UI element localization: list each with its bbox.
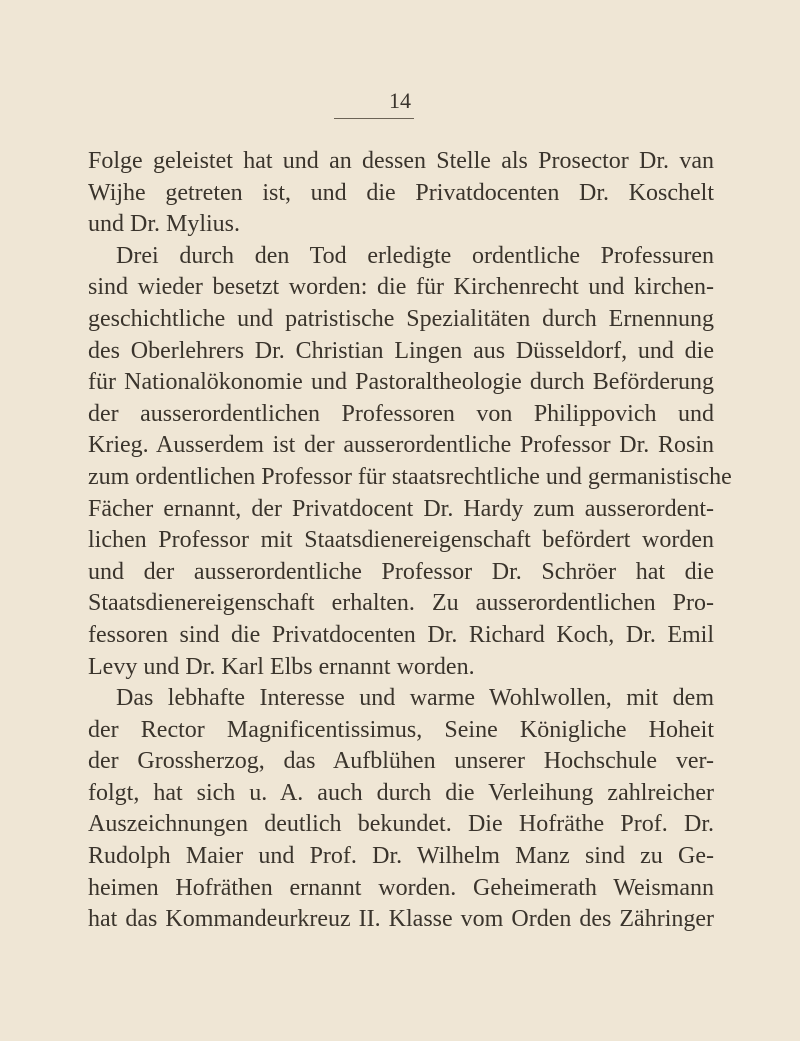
text-line: der Rector Magnificentissimus, Seine Königliche Hoheit	[88, 716, 714, 743]
text-line: der Grossherzog, das Aufblühen unserer Hochschule ver-	[88, 748, 714, 775]
text-line: geschichtliche und patristische Spezialitäten durch Ernennung	[88, 305, 714, 332]
body-text	[88, 146, 732, 936]
text-line: Rudolph Maier und Prof. Dr. Wilhelm Manz sind zu Ge-	[88, 843, 714, 870]
text-line: folgt, hat sich u. A. auch durch die Verleihung zahlreicher	[88, 779, 714, 806]
text-line: Auszeichnungen deutlich bekundet. Die Hofräthe Prof. Dr.	[88, 811, 714, 838]
text-line: Wijhe getreten ist, und die Privatdocenten Dr. Koschelt	[88, 179, 714, 206]
page-number-rule	[334, 118, 414, 119]
text-line: und Dr. Mylius.	[88, 211, 241, 238]
text-line: Staatsdienereigenschaft erhalten. Zu ausserordentlichen Pro-	[88, 590, 714, 617]
text-line: für Nationalökonomie und Pastoraltheologie durch Beförderung	[88, 369, 714, 396]
text-line: hat das Kommandeurkreuz II. Klasse vom Orden des Zähringer	[88, 906, 714, 933]
text-line: zum ordentlichen Professor für staatsrechtliche und germanistische	[88, 463, 732, 490]
text-line: Fächer ernannt, der Privatdocent Dr. Hardy zum ausserordent-	[88, 495, 714, 522]
text-line: Krieg. Ausserdem ist der ausserordentliche Professor Dr. Rosin	[88, 432, 714, 459]
text-line: der ausserordentlichen Professoren von Philippovich und	[88, 400, 714, 427]
text-line: Levy und Dr. Karl Elbs ernannt worden.	[88, 653, 475, 680]
text-line: Das lebhafte Interesse und warme Wohlwollen, mit dem	[116, 685, 714, 712]
text-line: Folge geleistet hat und an dessen Stelle als Prosector Dr. van	[88, 148, 714, 174]
paragraph-2	[88, 241, 732, 683]
paragraph-1	[88, 146, 714, 241]
text-line: und der ausserordentliche Professor Dr. Schröer hat die	[88, 558, 714, 585]
text-line: lichen Professor mit Staatsdienereigenschaft befördert worden	[88, 527, 714, 554]
text-line: des Oberlehrers Dr. Christian Lingen aus Düsseldorf, und die	[88, 337, 714, 364]
text-line: sind wieder besetzt worden: die für Kirchenrecht und kirchen-	[88, 274, 714, 301]
text-line: fessoren sind die Privatdocenten Dr. Richard Koch, Dr. Emil	[88, 621, 714, 648]
text-line: Drei durch den Tod erledigte ordentliche Professuren	[116, 242, 714, 269]
page-number: 14	[389, 88, 411, 113]
paragraph-3	[88, 683, 714, 936]
text-line: heimen Hofräthen ernannt worden. Geheimerath Weismann	[88, 874, 714, 901]
